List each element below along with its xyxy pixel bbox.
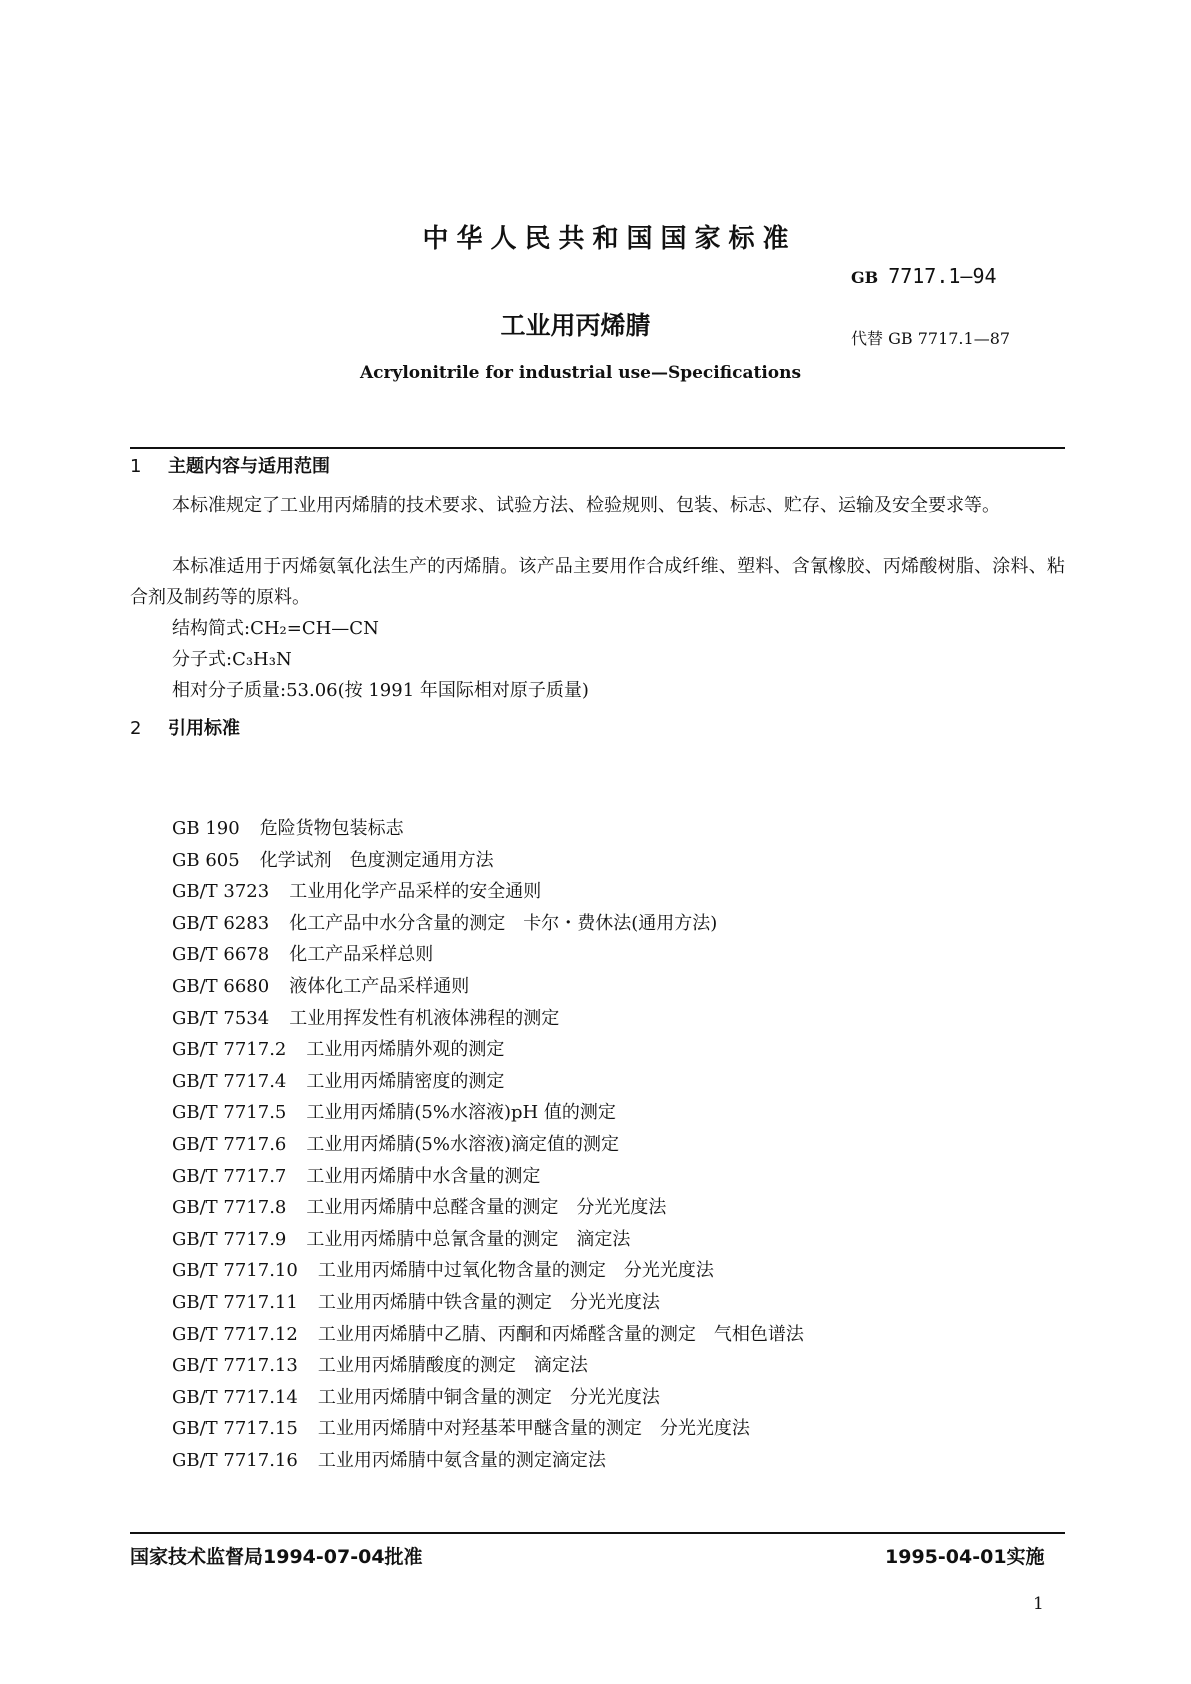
- reference-item: [172, 909, 804, 941]
- section-number: 2: [130, 718, 142, 739]
- reference-item: [172, 1225, 804, 1257]
- reference-item: [172, 1162, 804, 1194]
- reference-item: [172, 814, 804, 846]
- reference-title: 液体化工产品采样通则: [289, 975, 470, 997]
- reference-title: 工业用丙烯腈密度的测定: [306, 1070, 505, 1092]
- reference-code: GB/T 7717.15: [172, 1418, 298, 1440]
- reference-code: GB/T 3723: [172, 881, 270, 903]
- reference-title: 工业用丙烯腈中总氰含量的测定 滴定法: [306, 1228, 631, 1250]
- reference-item: [172, 1414, 804, 1446]
- reference-code: GB/T 7717.16: [172, 1449, 298, 1471]
- reference-title: 工业用丙烯腈酸度的测定 滴定法: [317, 1355, 588, 1377]
- standard-code: 7717.1—94: [888, 264, 997, 288]
- reference-item: [172, 1035, 804, 1067]
- reference-title: 工业用丙烯腈(5%水溶液)pH 值的测定: [306, 1102, 616, 1124]
- reference-title: 工业用丙烯腈中铁含量的测定 分光光度法: [317, 1291, 660, 1313]
- reference-item: [172, 846, 804, 878]
- reference-code: GB/T 7717.9: [172, 1228, 287, 1250]
- reference-title: 工业用丙烯腈中铜含量的测定 分光光度法: [317, 1386, 660, 1408]
- page-number: 1: [1033, 1594, 1044, 1614]
- reference-item: [172, 1383, 804, 1415]
- reference-code: GB 190: [172, 818, 240, 839]
- reference-code: GB/T 7717.12: [172, 1323, 298, 1345]
- document-title-chinese: 工业用丙烯腈: [500, 311, 651, 340]
- reference-code: GB/T 7717.10: [172, 1260, 298, 1282]
- reference-code: GB/T 7717.13: [172, 1355, 298, 1377]
- reference-code: GB/T 7717.8: [172, 1197, 287, 1219]
- reference-item: [172, 1256, 804, 1288]
- reference-code: GB/T 6283: [172, 912, 270, 934]
- reference-code: GB 605: [172, 849, 240, 871]
- reference-item: [172, 1288, 804, 1320]
- reference-code: GB/T 6678: [172, 944, 270, 966]
- reference-title: 工业用挥发性有机液体沸程的测定: [289, 1007, 560, 1029]
- approval-date: 国家技术监督局1994-07-04批准: [130, 1546, 423, 1568]
- molecular-mass: 相对分子质量:53.06(按 1991 年国际相对原子质量): [172, 680, 589, 701]
- reference-code: GB/T 6680: [172, 975, 270, 997]
- reference-item: [172, 1446, 804, 1478]
- standard-prefix: GB: [851, 268, 879, 287]
- reference-title: 工业用丙烯腈中乙腈、丙酮和丙烯醛含量的测定 气相色谱法: [317, 1323, 804, 1345]
- reference-code: GB/T 7717.4: [172, 1070, 287, 1092]
- reference-code: GB/T 7717.11: [172, 1291, 298, 1313]
- scope-paragraph-1: 本标准规定了工业用丙烯腈的技术要求、试验方法、检验规则、包装、标志、贮存、运输及安全要求等。: [172, 495, 1000, 516]
- national-standard-title: 中华人民共和国国家标准: [422, 224, 797, 254]
- document-title-english: Acrylonitrile for industrial use—Specifications: [359, 363, 802, 383]
- molecular-formula: 分子式:C₃H₃N: [172, 649, 292, 670]
- reference-item: [172, 877, 804, 909]
- standard-number: [851, 264, 997, 288]
- reference-title: 化工产品采样总则: [289, 944, 434, 966]
- replaces-note: 代替 GB 7717.1—87: [851, 329, 1011, 348]
- reference-item: [172, 1130, 804, 1162]
- reference-code: GB/T 7717.2: [172, 1039, 287, 1061]
- reference-code: GB/T 7717.14: [172, 1386, 298, 1408]
- reference-title: 危险货物包装标志: [259, 818, 404, 839]
- reference-item: [172, 972, 804, 1004]
- reference-title: 工业用丙烯腈中氨含量的测定滴定法: [317, 1449, 606, 1471]
- reference-title: 工业用丙烯腈中对羟基苯甲醚含量的测定 分光光度法: [317, 1418, 750, 1440]
- footer-divider: [130, 1532, 1065, 1534]
- section-title: 引用标准: [168, 718, 240, 739]
- section-number: 1: [130, 456, 142, 477]
- reference-title: 工业用丙烯腈中总醛含量的测定 分光光度法: [306, 1197, 667, 1219]
- reference-title: 化工产品中水分含量的测定 卡尔・费休法(通用方法): [289, 912, 718, 934]
- section-title: 主题内容与适用范围: [168, 456, 330, 477]
- reference-item: [172, 1351, 804, 1383]
- reference-item: [172, 1193, 804, 1225]
- header-divider: [130, 447, 1065, 449]
- effective-date: 1995-04-01实施: [885, 1546, 1045, 1568]
- reference-code: GB/T 7534: [172, 1007, 270, 1029]
- structural-formula: 结构简式:CH₂=CH—CN: [172, 618, 379, 639]
- section-1-heading: [130, 452, 330, 478]
- referenced-standards-list: [172, 814, 804, 1477]
- section-2-heading: [130, 714, 240, 740]
- reference-item: [172, 1067, 804, 1099]
- reference-title: 工业用丙烯腈(5%水溶液)滴定值的测定: [306, 1133, 619, 1155]
- reference-code: GB/T 7717.7: [172, 1165, 287, 1187]
- reference-code: GB/T 7717.5: [172, 1102, 287, 1124]
- reference-title: 工业用丙烯腈中过氧化物含量的测定 分光光度法: [317, 1260, 714, 1282]
- reference-code: GB/T 7717.6: [172, 1133, 287, 1155]
- reference-title: 工业用丙烯腈外观的测定: [306, 1039, 505, 1061]
- reference-item: [172, 1004, 804, 1036]
- scope-paragraph-2: 本标准适用于丙烯氨氧化法生产的丙烯腈。该产品主要用作合成纤维、塑料、含氰橡胶、丙烯酸树脂、涂料、粘合剂及制药等的原料。: [130, 556, 1065, 608]
- reference-item: [172, 1320, 804, 1352]
- reference-item: [172, 1098, 804, 1130]
- reference-item: [172, 940, 804, 972]
- reference-title: 工业用丙烯腈中水含量的测定: [306, 1165, 541, 1187]
- reference-title: 工业用化学产品采样的安全通则: [289, 881, 542, 903]
- reference-title: 化学试剂 色度测定通用方法: [259, 849, 494, 871]
